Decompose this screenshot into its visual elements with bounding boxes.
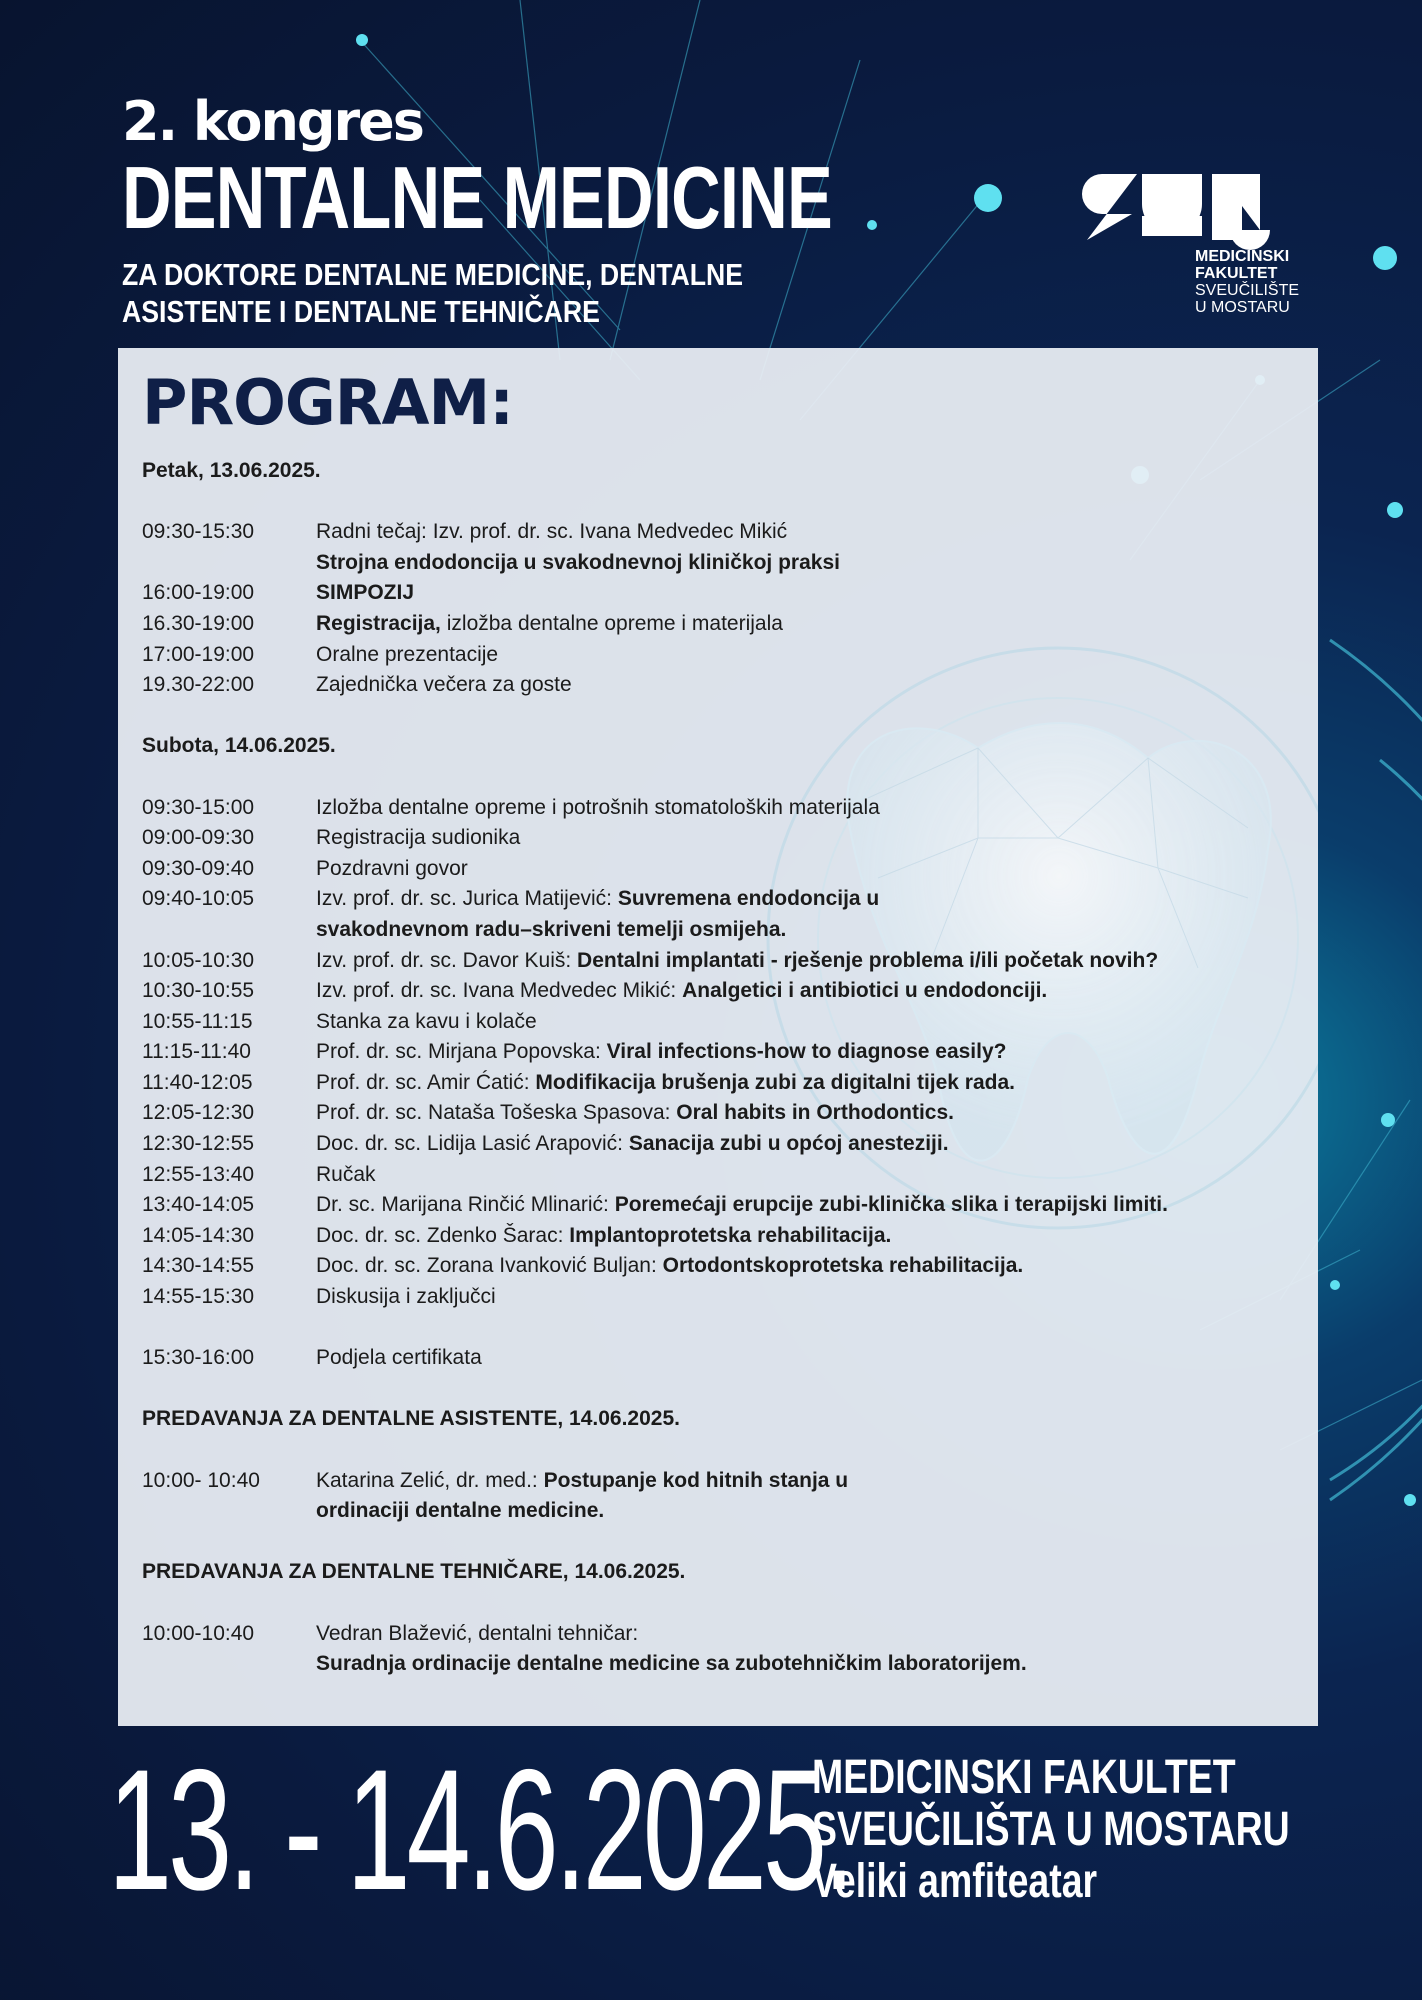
- lecture-title: Sanacija zubi u općoj anesteziji.: [628, 1132, 949, 1156]
- subtitle-line: ZA DOKTORE DENTALNE MEDICINE, DENTALNE: [122, 257, 744, 292]
- lecture-title: Analgetici i antibiotici u endodonciji.: [682, 979, 1048, 1003]
- schedule-time: 10:30-10:55: [142, 979, 255, 1003]
- venue-line: Veliki amfiteatar: [812, 1855, 1098, 1908]
- schedule-time: 19.30-22:00: [142, 673, 255, 697]
- faculty-logo-text: [1195, 248, 1299, 316]
- schedule-text: Izv. prof. dr. sc. Davor Kuiš:: [316, 948, 578, 972]
- lecture-title: Dentalni implantati - rješenje problema i/ili početak novih?: [577, 948, 1159, 972]
- day-heading: Subota, 14.06.2025.: [142, 734, 336, 758]
- lecture-title: Implantoprotetska rehabilitacija.: [569, 1223, 892, 1247]
- schedule-row: [142, 1190, 1312, 1221]
- schedule-time: 09:30-09:40: [142, 856, 255, 880]
- schedule-text: Vedran Blažević, dentalni tehničar:: [316, 1621, 639, 1645]
- lecture-title: SIMPOZIJ: [316, 581, 415, 605]
- schedule-text: izložba dentalne opreme i materijala: [440, 611, 783, 635]
- lecture-title: Suvremena endodoncija u: [617, 887, 880, 911]
- schedule-text: Katarina Zelić, dr. med.:: [316, 1468, 544, 1492]
- congress-edition: 2. kongres: [122, 90, 423, 153]
- saturday-schedule: [142, 793, 1312, 1313]
- schedule-time: 10:05-10:30: [142, 948, 255, 972]
- lecture-title: Oral habits in Orthodontics.: [676, 1101, 954, 1125]
- schedule-row: [142, 884, 1312, 915]
- lecture-title: Modifikacija brušenja zubi za digitalni tijek rada.: [535, 1070, 1015, 1094]
- schedule-row: [142, 1496, 1312, 1527]
- schedule-row: [142, 854, 1312, 885]
- schedule-row: [142, 1282, 1312, 1313]
- schedule-time: 12:05-12:30: [142, 1101, 255, 1125]
- schedule-row: [142, 1160, 1312, 1191]
- schedule-row: [142, 548, 1312, 579]
- logo-line: MEDICINSKI: [1195, 248, 1290, 265]
- congress-header: [122, 92, 1032, 330]
- schedule-time: 09:30-15:30: [142, 520, 255, 544]
- schedule-row: [142, 1649, 1312, 1680]
- schedule-text: Pozdravni govor: [316, 856, 468, 880]
- schedule-row: [142, 1221, 1312, 1252]
- schedule-text: Doc. dr. sc. Lidija Lasić Arapović:: [316, 1132, 629, 1156]
- lecture-title: Strojna endodoncija u svakodnevnoj kliničkoj praksi: [316, 550, 840, 574]
- lecture-title: ordinaciji dentalne medicine.: [316, 1499, 605, 1523]
- logo-line: SVEUČILIŠTE: [1195, 282, 1300, 299]
- venue-line: SVEUČILIŠTA U MOSTARU: [812, 1803, 1290, 1856]
- schedule-text: Izv. prof. dr. sc. Jurica Matijević:: [316, 887, 618, 911]
- schedule-row: [142, 1037, 1312, 1068]
- schedule-text: Diskusija i zaključci: [316, 1285, 496, 1309]
- lecture-title: svakodnevnom radu–skriveni temelji osmijeha.: [316, 917, 787, 941]
- schedule-time: 10:00- 10:40: [142, 1468, 260, 1492]
- subtitle-line: ASISTENTE I DENTALNE TEHNIČARE: [122, 294, 600, 329]
- schedule-text: Podjela certifikata: [316, 1346, 482, 1370]
- schedule-text: Izložba dentalne opreme i potrošnih stomatoloških materijala: [316, 795, 880, 819]
- schedule-row: [142, 1343, 1312, 1374]
- logo-line: FAKULTET: [1195, 265, 1278, 282]
- schedule-row: [142, 670, 1312, 701]
- schedule-time: 10:00-10:40: [142, 1621, 255, 1645]
- schedule-row: [142, 823, 1312, 854]
- schedule-row: [142, 1619, 1312, 1650]
- congress-date: 13. - 14.6.2025.: [108, 1734, 851, 1926]
- congress-title: DENTALNE MEDICINE: [122, 148, 833, 247]
- schedule-time: 12:55-13:40: [142, 1162, 255, 1186]
- lecture-title: Postupanje kod hitnih stanja u: [543, 1468, 849, 1492]
- program-schedule: [142, 456, 1312, 1680]
- section-heading: PREDAVANJA ZA DENTALNE TEHNIČARE, 14.06.2025.: [142, 1560, 686, 1584]
- congress-subtitle: [122, 256, 905, 330]
- schedule-text: Radni tečaj: Izv. prof. dr. sc. Ivana Medvedec Mikić: [316, 520, 788, 544]
- venue: [812, 1752, 1290, 1908]
- schedule-time: 17:00-19:00: [142, 642, 255, 666]
- program-panel: [118, 348, 1318, 1726]
- schedule-time: 09:30-15:00: [142, 795, 255, 819]
- lecture-title: Ortodontskoprotetska rehabilitacija.: [662, 1254, 1024, 1278]
- schedule-text: Stanka za kavu i kolače: [316, 1009, 537, 1033]
- schedule-text: Dr. sc. Marijana Rinčić Mlinarić:: [316, 1193, 615, 1217]
- schedule-text: Izv. prof. dr. sc. Ivana Medvedec Mikić:: [316, 979, 683, 1003]
- schedule-text: Prof. dr. sc. Amir Ćatić:: [316, 1070, 536, 1094]
- schedule-row: [142, 946, 1312, 977]
- schedule-row: [142, 578, 1312, 609]
- schedule-time: 12:30-12:55: [142, 1132, 255, 1156]
- schedule-text: Ručak: [316, 1162, 376, 1186]
- schedule-row: [142, 1251, 1312, 1282]
- schedule-text: Prof. dr. sc. Nataša Tošeska Spasova:: [316, 1101, 677, 1125]
- schedule-time: 14:05-14:30: [142, 1223, 255, 1247]
- program-title: PROGRAM:: [142, 366, 513, 439]
- schedule-text: Oralne prezentacije: [316, 642, 499, 666]
- lecture-title: Poremećaji erupcije zubi-klinička slika i terapijski limiti.: [614, 1193, 1168, 1217]
- schedule-row: [142, 1098, 1312, 1129]
- schedule-row: [142, 1129, 1312, 1160]
- schedule-row: [142, 1068, 1312, 1099]
- section-heading: PREDAVANJA ZA DENTALNE ASISTENTE, 14.06.2025.: [142, 1407, 680, 1431]
- schedule-row: [142, 517, 1312, 548]
- logo-line: U MOSTARU: [1195, 299, 1290, 316]
- lecture-title: Viral infections-how to diagnose easily?: [606, 1040, 1007, 1064]
- schedule-time: 10:55-11:15: [142, 1009, 253, 1033]
- schedule-text: Doc. dr. sc. Zorana Ivanković Buljan:: [316, 1254, 663, 1278]
- venue-line: MEDICINSKI FAKULTET: [812, 1751, 1236, 1804]
- schedule-row: [142, 1466, 1312, 1497]
- schedule-time: 11:40-12:05: [142, 1070, 253, 1094]
- schedule-time: 15:30-16:00: [142, 1346, 255, 1370]
- schedule-time: 14:55-15:30: [142, 1285, 255, 1309]
- friday-schedule: [142, 517, 1312, 701]
- schedule-row: [142, 1007, 1312, 1038]
- schedule-row: [142, 640, 1312, 671]
- schedule-text: Doc. dr. sc. Zdenko Šarac:: [316, 1223, 570, 1247]
- lecture-title: Registracija,: [316, 611, 441, 635]
- schedule-row: [142, 976, 1312, 1007]
- schedule-time: 11:15-11:40: [142, 1040, 251, 1064]
- day-heading: Petak, 13.06.2025.: [142, 459, 321, 482]
- schedule-row: [142, 609, 1312, 640]
- schedule-time: 13:40-14:05: [142, 1193, 255, 1217]
- lecture-title: Suradnja ordinacije dentalne medicine sa zubotehničkim laboratorijem.: [316, 1652, 1027, 1676]
- schedule-text: Registracija sudionika: [316, 826, 521, 850]
- schedule-text: Prof. dr. sc. Mirjana Popovska:: [316, 1040, 607, 1064]
- schedule-time: 09:00-09:30: [142, 826, 255, 850]
- schedule-time: 16.30-19:00: [142, 611, 255, 635]
- schedule-row: [142, 915, 1312, 946]
- schedule-time: 16:00-19:00: [142, 581, 255, 605]
- schedule-time: 14:30-14:55: [142, 1254, 255, 1278]
- schedule-time: 09:40-10:05: [142, 887, 255, 911]
- schedule-text: Zajednička večera za goste: [316, 673, 572, 697]
- schedule-row: [142, 793, 1312, 824]
